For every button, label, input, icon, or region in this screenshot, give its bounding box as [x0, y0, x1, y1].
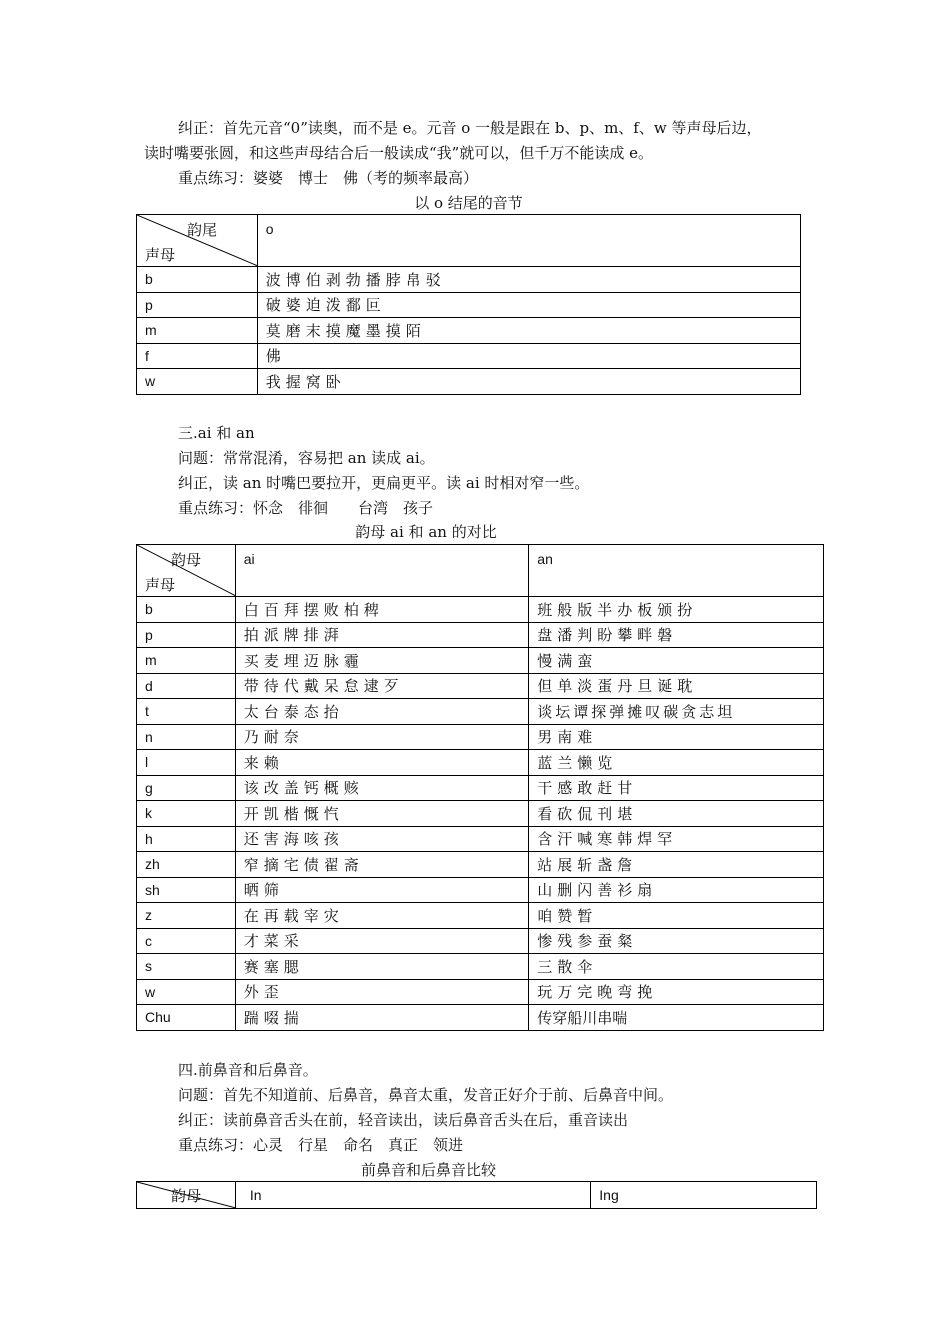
ai-cell: 拍派牌排湃 — [235, 622, 529, 648]
corner-bottom-label: 声母 — [145, 576, 176, 594]
table-row — [137, 979, 824, 1005]
table-row — [137, 343, 801, 369]
table-row — [137, 673, 824, 699]
chars-cell: 破婆迫泼鄱叵 — [257, 292, 800, 318]
ai-cell: 乃耐奈 — [235, 724, 529, 750]
an-cell: 含汗喊寒韩焊罕 — [529, 826, 824, 852]
table-row — [137, 801, 824, 827]
corner-top-label: 韵尾 — [187, 221, 218, 239]
intro-practice: 重点练习：婆婆 博士 佛（考的频率最高） — [178, 169, 479, 187]
table-o-finals — [136, 214, 801, 395]
initial-cell: Chu — [137, 1005, 236, 1031]
section4-practice: 重点练习：心灵 行星 命名 真正 领进 — [178, 1136, 464, 1154]
initial-cell: d — [137, 673, 236, 699]
table2-header-ai: ai — [235, 545, 529, 597]
an-cell: 盘潘判盼攀畔磐 — [529, 622, 824, 648]
table-row — [137, 699, 824, 725]
table-nasal-finals — [136, 1181, 817, 1209]
section3-problem: 问题：常常混淆，容易把 an 读成 ai。 — [178, 449, 435, 467]
table-row — [137, 622, 824, 648]
ai-cell: 在再载宰灾 — [235, 903, 529, 929]
table-row — [137, 877, 824, 903]
an-cell: 班般版半办板颁扮 — [529, 597, 824, 623]
initial-cell: m — [137, 648, 236, 674]
table-row — [137, 597, 824, 623]
ai-cell: 带待代戴呆怠逮歹 — [235, 673, 529, 699]
initial-cell: l — [137, 750, 236, 776]
table1-header-row — [137, 215, 801, 267]
an-cell: 玩万完晚弯挽 — [529, 979, 824, 1005]
table2-caption: 韵母 ai 和 an 的对比 — [355, 523, 497, 541]
table-row — [137, 775, 824, 801]
table-row — [137, 724, 824, 750]
an-cell: 谈坛谭探弹摊叹碳贪志坦 — [529, 699, 824, 725]
table-row — [137, 903, 824, 929]
table-row — [137, 267, 801, 293]
ai-cell: 开凯楷慨忾 — [235, 801, 529, 827]
section3-practice: 重点练习：怀念 徘徊 台湾 孩子 — [178, 499, 434, 517]
an-cell: 慢满蛮 — [529, 648, 824, 674]
table-row — [137, 648, 824, 674]
initial-cell: g — [137, 775, 236, 801]
table-row — [137, 826, 824, 852]
section4-title: 四.前鼻音和后鼻音。 — [178, 1061, 318, 1079]
initial-cell: c — [137, 928, 236, 954]
ai-cell: 该改盖钙概赅 — [235, 775, 529, 801]
section4-problem: 问题：首先不知道前、后鼻音，鼻音太重，发音正好介于前、后鼻音中间。 — [178, 1086, 674, 1104]
initial-cell: n — [137, 724, 236, 750]
initial-cell: zh — [137, 852, 236, 878]
initial-cell: z — [137, 903, 236, 929]
initial-cell: w — [137, 369, 258, 395]
table1-caption: 以 o 结尾的音节 — [414, 194, 523, 212]
table-row — [137, 369, 801, 395]
ai-cell: 才菜采 — [235, 928, 529, 954]
initial-cell: b — [137, 597, 236, 623]
section4-correction: 纠正：读前鼻音舌头在前，轻音读出，读后鼻音舌头在后，重音读出 — [178, 1111, 629, 1129]
corner-bottom-label: 声母 — [145, 246, 176, 264]
initial-cell: s — [137, 954, 236, 980]
table1-header-o: o — [257, 215, 800, 267]
initial-cell: w — [137, 979, 236, 1005]
an-cell: 蓝兰懒览 — [529, 750, 824, 776]
table3-header-row — [137, 1182, 817, 1209]
intro-line-2: 读时嘴要张圆，和这些声母结合后一般读成“我”就可以，但千万不能读成 e。 — [144, 144, 653, 162]
table2-header-row — [137, 545, 824, 597]
table3-header-in: In — [235, 1182, 590, 1209]
an-cell: 山删闪善衫扇 — [529, 877, 824, 903]
initial-cell: sh — [137, 877, 236, 903]
an-cell: 男南难 — [529, 724, 824, 750]
table-row — [137, 928, 824, 954]
initial-cell: t — [137, 699, 236, 725]
initial-cell: m — [137, 318, 258, 344]
table2-corner-cell — [137, 545, 236, 597]
table-row — [137, 954, 824, 980]
chars-cell: 莫磨末摸魔墨摸陌 — [257, 318, 800, 344]
table3-corner-cell — [137, 1182, 236, 1209]
an-cell: 站展斩盏詹 — [529, 852, 824, 878]
ai-cell: 白百拜摆败柏稗 — [235, 597, 529, 623]
ai-cell: 来赖 — [235, 750, 529, 776]
table-ai-an — [136, 544, 824, 1031]
intro-line-1: 纠正：首先元音“0”读奥，而不是 e。元音 o 一般是跟在 b、p、m、f、w 等声母后边， — [178, 119, 762, 137]
ai-cell: 太台泰态抬 — [235, 699, 529, 725]
section3-correction: 纠正，读 an 时嘴巴要拉开，更扁更平。读 ai 时相对窄一些。 — [178, 474, 590, 492]
ai-cell: 窄摘宅债翟斋 — [235, 852, 529, 878]
an-cell: 惨残参蚕粲 — [529, 928, 824, 954]
section3-title: 三.ai 和 an — [178, 424, 255, 442]
ai-cell: 还害海咳孩 — [235, 826, 529, 852]
chars-cell: 我握窝卧 — [257, 369, 800, 395]
corner-top-label: 韵母 — [171, 1187, 202, 1205]
table-row — [137, 318, 801, 344]
table2-header-an: an — [529, 545, 824, 597]
corner-top-label: 韵母 — [171, 551, 202, 569]
initial-cell: k — [137, 801, 236, 827]
table-row — [137, 750, 824, 776]
an-cell: 干感敢赶甘 — [529, 775, 824, 801]
ai-cell: 晒筛 — [235, 877, 529, 903]
chars-cell: 佛 — [257, 343, 800, 369]
initial-cell: p — [137, 622, 236, 648]
an-cell: 看砍侃刊堪 — [529, 801, 824, 827]
ai-cell: 买麦埋迈脉霾 — [235, 648, 529, 674]
chars-cell: 波博伯剥勃播脖帛驳 — [257, 267, 800, 293]
initial-cell: p — [137, 292, 258, 318]
an-cell: 传穿船川串喘 — [529, 1005, 824, 1031]
an-cell: 三散伞 — [529, 954, 824, 980]
ai-cell: 踹啜揣 — [235, 1005, 529, 1031]
table-row — [137, 1005, 824, 1031]
table-row — [137, 852, 824, 878]
initial-cell: b — [137, 267, 258, 293]
initial-cell: f — [137, 343, 258, 369]
table3-header-ing: Ing — [591, 1182, 817, 1209]
table3-caption: 前鼻音和后鼻音比较 — [360, 1161, 496, 1179]
ai-cell: 赛塞腮 — [235, 954, 529, 980]
initial-cell: h — [137, 826, 236, 852]
ai-cell: 外歪 — [235, 979, 529, 1005]
an-cell: 但单淡蛋丹旦诞耽 — [529, 673, 824, 699]
table1-corner-cell — [137, 215, 258, 267]
an-cell: 咱赞暂 — [529, 903, 824, 929]
table-row — [137, 292, 801, 318]
